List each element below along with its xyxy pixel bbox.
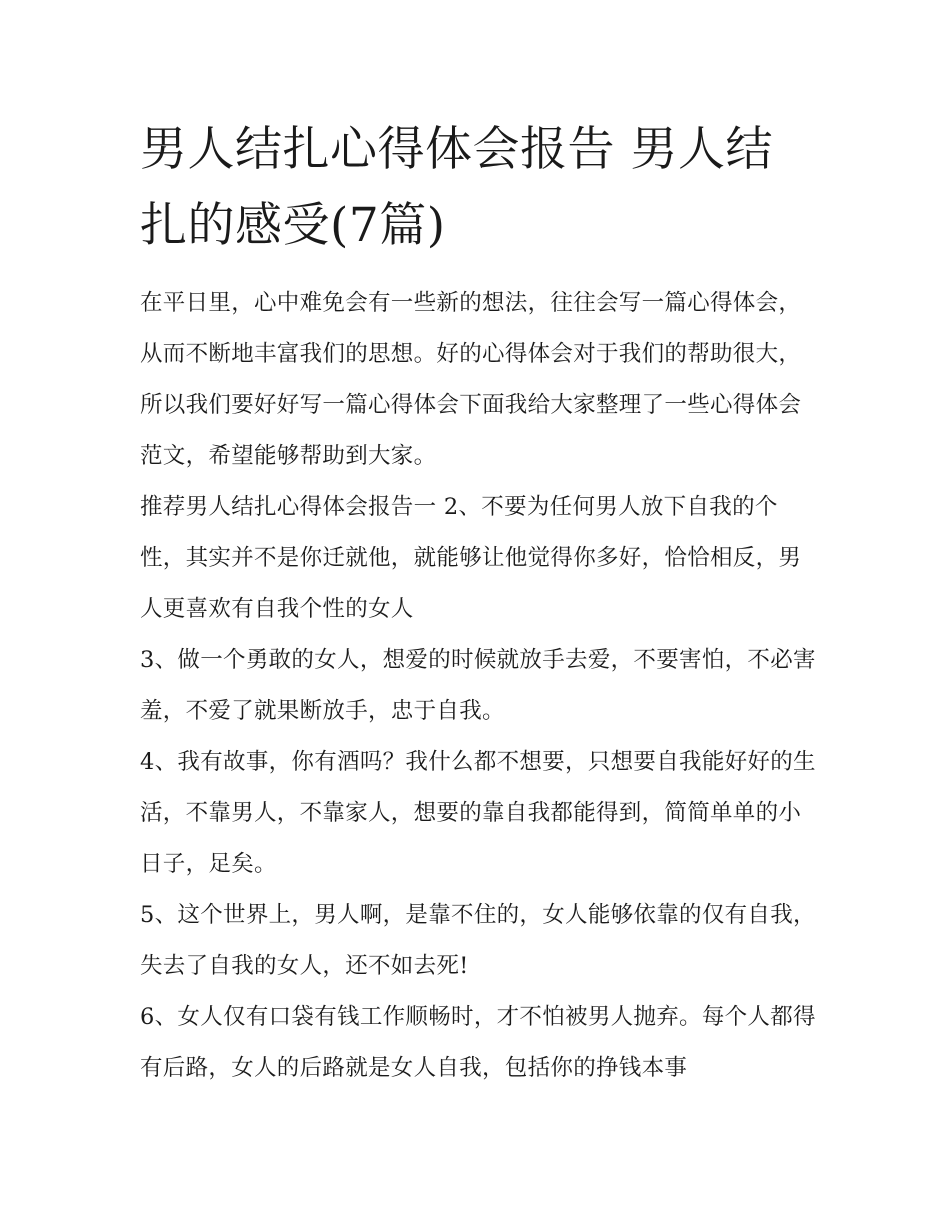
document-page bbox=[140, 112, 820, 1094]
paragraph-item-4: 4、我有故事，你有酒吗？我什么都不想要，只想要自我能好好的生活，不靠男人，不靠家人，想要的靠自我都能得到，简简单单的小日子，足矣。 bbox=[140, 749, 816, 877]
paragraph-intro: 在平日里，心中难免会有一些新的想法，往往会写一篇心得体会，从而不断地丰富我们的思想。好的心得体会对于我们的帮助很大，所以我们要好好写一篇心得体会下面我给大家整理了一些心得体会范文，希望能够帮助到大家。 bbox=[140, 290, 802, 469]
paragraph-item-5: 5、这个世界上，男人啊，是靠不住的，女人能够依靠的仅有自我，失去了自我的女人，还不如去死! bbox=[140, 902, 816, 979]
paragraph-item-2: 推荐男人结扎心得体会报告一 2、不要为任何男人放下自我的个性，其实并不是你迁就他，就能够让他觉得你多好，恰恰相反，男人更喜欢有自我个性的女人 bbox=[140, 494, 802, 622]
paragraph-item-3: 3、做一个勇敢的女人，想爱的时候就放手去爱，不要害怕，不必害羞，不爱了就果断放手，忠于自我。 bbox=[140, 647, 816, 724]
paragraph-item-6: 6、女人仅有口袋有钱工作顺畅时，才不怕被男人抛弃。每个人都得有后路，女人的后路就是女人自我，包括你的挣钱本事 bbox=[140, 1004, 816, 1081]
document-body bbox=[140, 278, 820, 1094]
document-title: 男人结扎心得体会报告 男人结扎的感受(7篇) bbox=[140, 122, 773, 253]
